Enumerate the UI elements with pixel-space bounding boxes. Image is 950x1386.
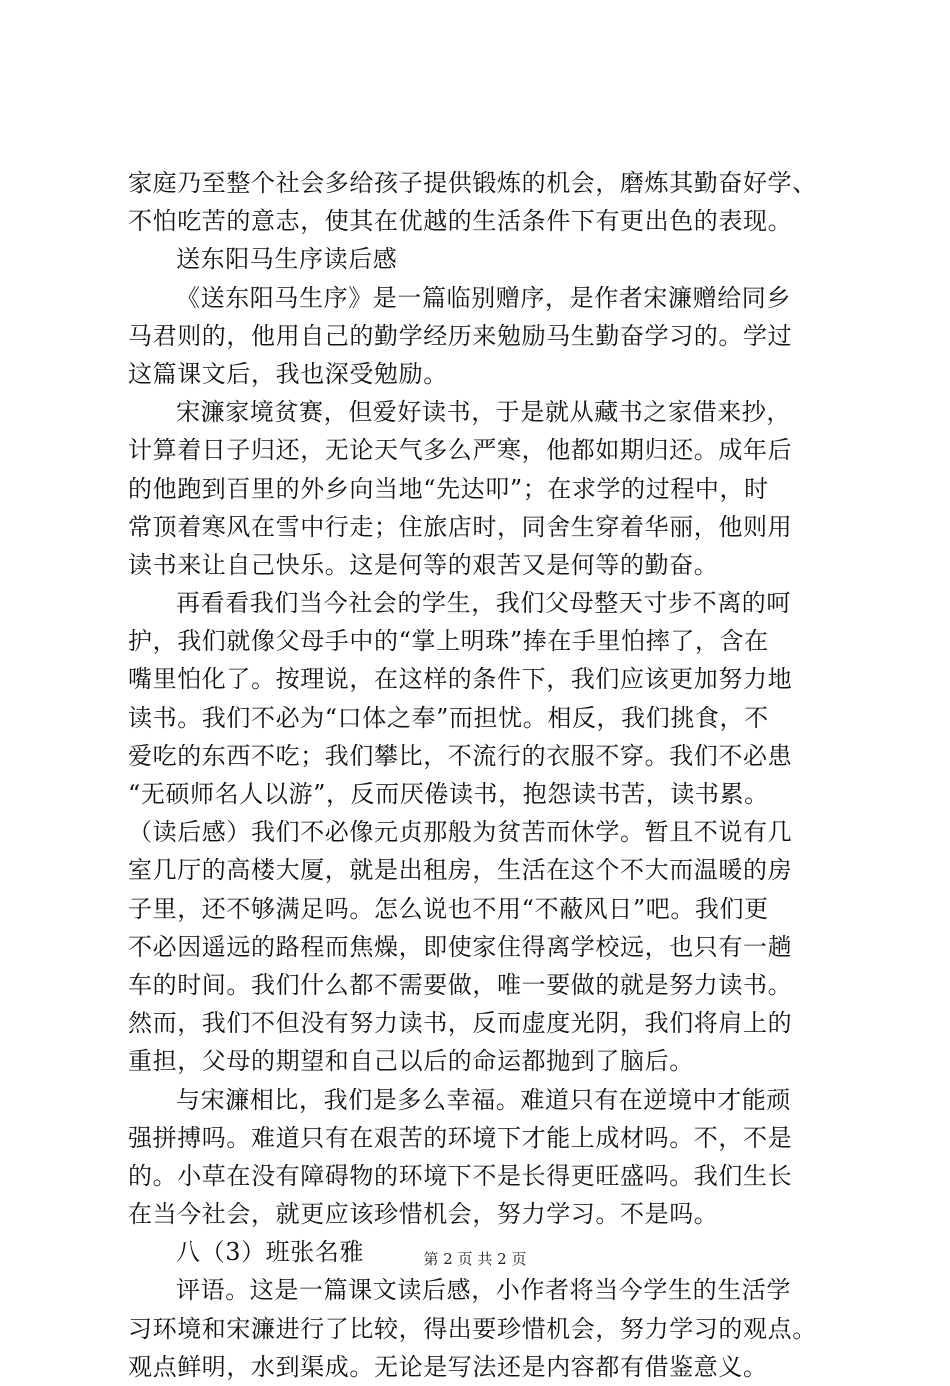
- text-line: 读书。我们不必为“口体之奉”而担忧。相反，我们挑食，不: [128, 703, 769, 732]
- text-line: 不必因遥远的路程而焦燥，即使家住得离学校远，也只有一趟: [128, 932, 793, 961]
- text-line: 护，我们就像父母手中的“掌上明珠”捧在手里怕摔了，含在: [128, 627, 769, 656]
- text-line: 室几厅的高楼大厦，就是出租房，生活在这个不大而温暖的房: [128, 856, 793, 885]
- text-line: （读后感）我们不必像元贞那般为贫苦而休学。暂且不说有几: [128, 818, 793, 847]
- text-line: 马君则的，他用自己的勤学经历来勉励马生勤奋学习的。学过: [128, 321, 793, 350]
- text-line: 车的时间。我们什么都不需要做，唯一要做的就是努力读书。: [128, 970, 793, 999]
- text-line: 再看看我们当今社会的学生，我们父母整天寸步不离的呵: [176, 589, 791, 618]
- text-line: 不怕吃苦的意志，使其在优越的生活条件下有更出色的表现。: [128, 207, 793, 236]
- text-line: 观点鲜明，水到渠成。无论是写法还是内容都有借鉴意义。: [128, 1352, 768, 1381]
- text-line: 八（3）班张名雅: [176, 1238, 365, 1267]
- text-line: 子里，还不够满足吗。怎么说也不用“不蔽风日”吧。我们更: [128, 894, 769, 923]
- text-line: 重担，父母的期望和自己以后的命运都抛到了脑后。: [128, 1047, 694, 1076]
- text-line: 计算着日子归还，无论天气多么严寒，他都如期归还。成年后: [128, 436, 793, 465]
- text-line: 与宋濂相比，我们是多么幸福。难道只有在逆境中才能顽: [176, 1085, 791, 1114]
- text-line: 然而，我们不但没有努力读书，反而虚度光阴，我们将肩上的: [128, 1009, 793, 1038]
- text-line: 家庭乃至整个社会多给孩子提供锻炼的机会，磨炼其勤奋好学、: [128, 169, 817, 197]
- text-line: 这篇课文后，我也深受勉励。: [128, 359, 448, 388]
- text-line: 常顶着寒风在雪中行走；住旅店时，同舍生穿着华丽，他则用: [128, 512, 793, 541]
- text-line: 读书来让自己快乐。这是何等的艰苦又是何等的勤奋。: [128, 550, 719, 579]
- text-line: “无硕师名人以游”，反而厌倦读书，抱怨读书苦，读书累。: [128, 780, 769, 808]
- text-line: 在当今社会，就更应该珍惜机会，努力学习。不是吗。: [128, 1200, 719, 1229]
- text-line: 送东阳马生序读后感: [176, 245, 398, 274]
- text-line: 宋濂家境贫赛，但爱好读书，于是就从藏书之家借来抄，: [176, 398, 791, 427]
- text-line: 嘴里怕化了。按理说，在这样的条件下，我们应该更加努力地: [128, 665, 793, 694]
- text-line: 评语。这是一篇课文读后感，小作者将当今学生的生活学: [176, 1276, 791, 1305]
- text-line: 《送东阳马生序》是一篇临别赠序，是作者宋濂赠给同乡: [176, 283, 791, 312]
- text-line: 强拼搏吗。难道只有在艰苦的环境下才能上成材吗。不，不是: [128, 1123, 793, 1152]
- text-line: 习环境和宋濂进行了比较，得出要珍惜机会，努力学习的观点。: [128, 1314, 817, 1343]
- document-body: [128, 164, 828, 1386]
- text-line: 的。小草在没有障碍物的环境下不是长得更旺盛吗。我们生长: [128, 1161, 793, 1190]
- text-line: 爱吃的东西不吃；我们攀比，不流行的衣服不穿。我们不必患: [128, 741, 793, 770]
- page-footer: 第 2 页 共 2 页: [423, 1250, 527, 1268]
- text-line: 的他跑到百里的外乡向当地“先达叩”；在求学的过程中，时: [128, 474, 769, 503]
